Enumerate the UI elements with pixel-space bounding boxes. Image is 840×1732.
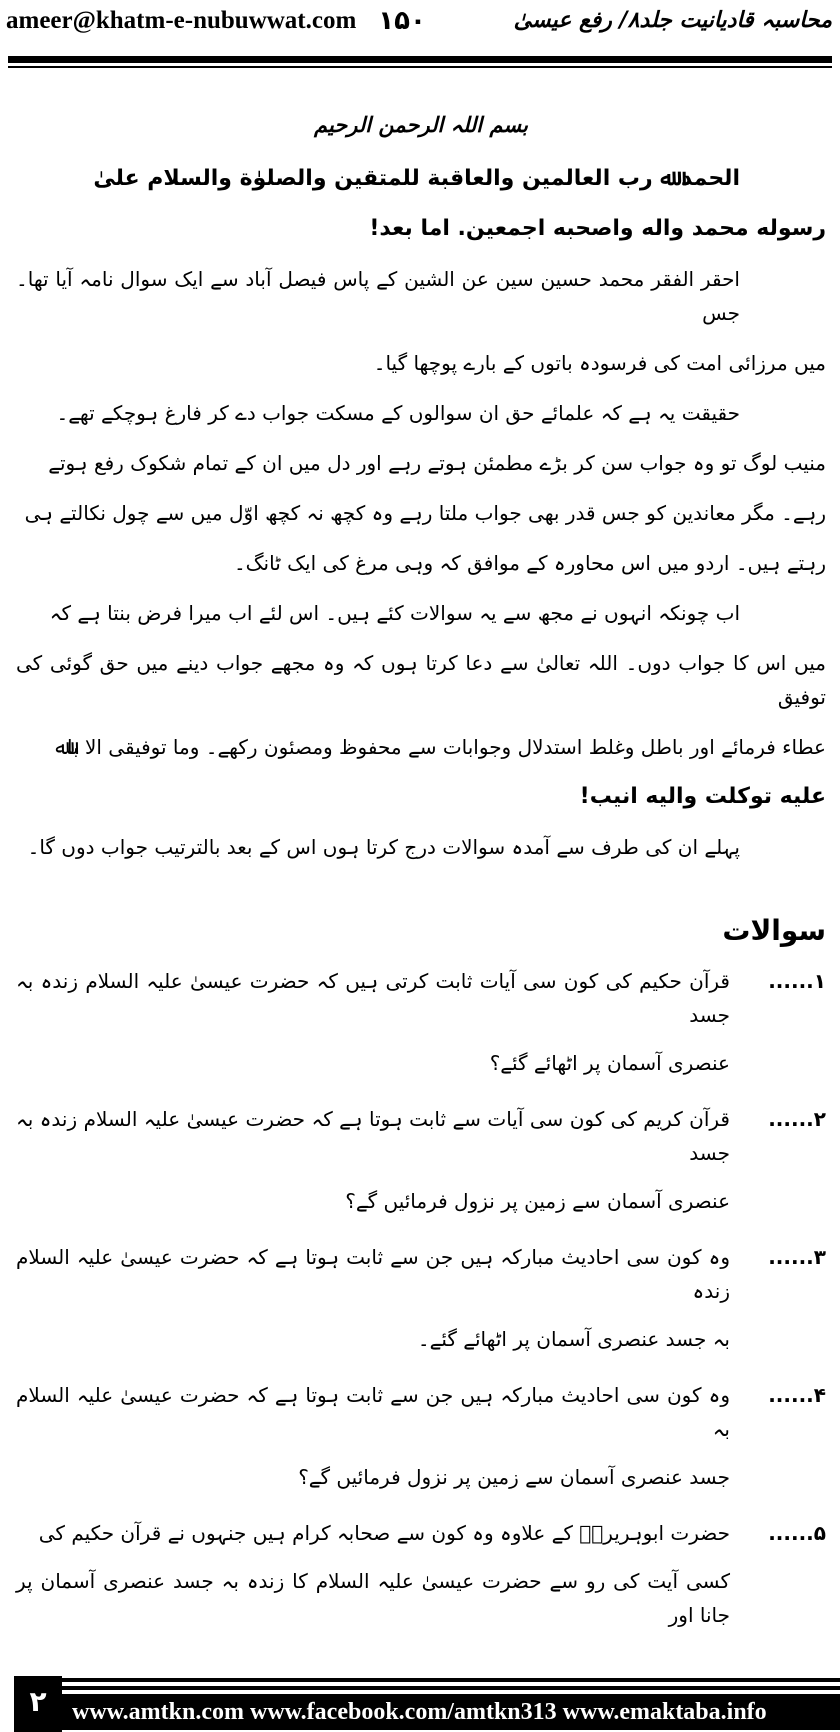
footer-rule: [62, 1678, 840, 1682]
question-line: کسی آیت کی رو سے حضرت عیسیٰ علیہ السلام کا زندہ بہ جسد عنصری آسمان پر جانا اور: [16, 1569, 730, 1627]
question-item: [16, 1102, 826, 1232]
body-line: احقر الفقر محمد حسین سین عن الشین کے پاس فیصل آباد سے ایک سوال نامہ آیا تھا۔ جس: [16, 267, 740, 325]
sheet-number: ۲: [14, 1676, 62, 1732]
book-title: محاسبہ قادیانیت جلد۸/ رفع عیسیٰ: [513, 8, 832, 33]
body-line: حقیقت یہ ہے کہ علمائے حق ان سوالوں کے مسکت جواب دے کر فارغ ہوچکے تھے۔: [56, 401, 740, 425]
header-email: ameer@khatm-e-nubuwwat.com: [6, 7, 357, 34]
question-number: ۲......: [768, 1107, 826, 1131]
body-line: عطاء فرمائے اور باطل وغلط استدلال وجوابات سے محفوظ ومصئون رکھے۔ وما توفیقی الا باﷲ: [55, 735, 826, 759]
question-number: ۱......: [768, 969, 826, 993]
body-line: رہے۔ مگر معاندین کو جس قدر بھی جواب ملتا رہے وہ کچھ نہ کچھ اوّل میں سے چول نکالتے ہی: [24, 501, 826, 525]
question-number: ۵......: [768, 1521, 826, 1545]
body-line: پہلے ان کی طرف سے آمدہ سوالات درج کرتا ہوں اس کے بعد بالترتیب جواب دوں گا۔: [27, 835, 740, 859]
body-line: میں اس کا جواب دوں۔ اللہ تعالیٰ سے دعا کرتا ہوں کہ وہ مجھے جواب دینے میں حق گوئی کی توفیق: [16, 651, 826, 709]
page-header: [0, 0, 840, 68]
question-line: وہ کون سی احادیث مبارکہ ہیں جن سے ثابت ہوتا ہے کہ حضرت عیسیٰ علیہ السلام زندہ: [16, 1245, 730, 1303]
question-number: ۳......: [768, 1245, 826, 1269]
question-item: [16, 1378, 826, 1508]
question-line: بہ جسد عنصری آسمان پر اٹھائے گئے۔: [417, 1327, 730, 1351]
question-line: قرآن کریم کی کون سی آیات سے ثابت ہوتا ہے کہ حضرت عیسیٰ علیہ السلام زندہ بہ جسد: [16, 1107, 730, 1165]
page-footer: [14, 1676, 840, 1732]
question-line: عنصری آسمان سے زمین پر نزول فرمائیں گے؟: [345, 1189, 730, 1213]
question-line: عنصری آسمان پر اٹھائے گئے؟: [489, 1051, 730, 1075]
question-item: [16, 1240, 826, 1370]
footer-links: www.amtkn.com www.facebook.com/amtkn313 www.emaktaba.info: [62, 1694, 840, 1730]
bismillah: بسم اللہ الرحمن الرحیم: [313, 113, 529, 137]
question-line: وہ کون سی احادیث مبارکہ ہیں جن سے ثابت ہوتا ہے کہ حضرت عیسیٰ علیہ السلام بہ: [16, 1383, 730, 1441]
body-line: منیب لوگ تو وہ جواب سن کر بڑے مطمئن ہوتے رہے اور دل میں ان کے تمام شکوک رفع ہوتے: [48, 451, 826, 475]
question-line: قرآن حکیم کی کون سی آیات ثابت کرتی ہیں کہ حضرت عیسیٰ علیہ السلام زندہ بہ جسد: [16, 969, 730, 1027]
questions-heading: سوالات: [722, 914, 826, 947]
intro-line: رسوله محمد واله واصحبه اجمعین. اما بعد!: [369, 216, 826, 241]
question-number: ۴......: [768, 1383, 826, 1407]
header-rule-thick: [8, 56, 832, 63]
footer-rule: [62, 1686, 840, 1690]
question-line: حضرت ابوہریرہؓ کے علاوہ وہ کون سے صحابہ کرام ہیں جنہوں نے قرآن حکیم کی: [38, 1521, 730, 1545]
question-item: [16, 964, 826, 1094]
body-line: میں مرزائی امت کی فرسودہ باتوں کے بارے پوچھا گیا۔: [373, 351, 826, 375]
question-item: [16, 1516, 826, 1646]
body-text: [16, 262, 826, 864]
question-line: جسد عنصری آسمان سے زمین پر نزول فرمائیں گے؟: [298, 1465, 730, 1489]
page-number: ۱۵۰: [378, 6, 426, 36]
body-line: اب چونکہ انہوں نے مجھ سے یہ سوالات کئے ہیں۔ اس لئے اب میرا فرض بنتا ہے کہ: [49, 601, 740, 625]
questions-list: [16, 964, 826, 1646]
page-content: [0, 108, 840, 1646]
header-rule-thin: [8, 66, 832, 68]
intro-line: الحمد ﷲ رب العالمین والعاقبة للمتقین والصلوٰة والسلام علیٰ: [93, 166, 740, 191]
body-line: رہتے ہیں۔ اردو میں اس محاورہ کے موافق کہ وہی مرغ کی ایک ٹانگ۔: [233, 551, 826, 575]
body-line: علیه توکلت والیه انیب!: [579, 784, 826, 809]
